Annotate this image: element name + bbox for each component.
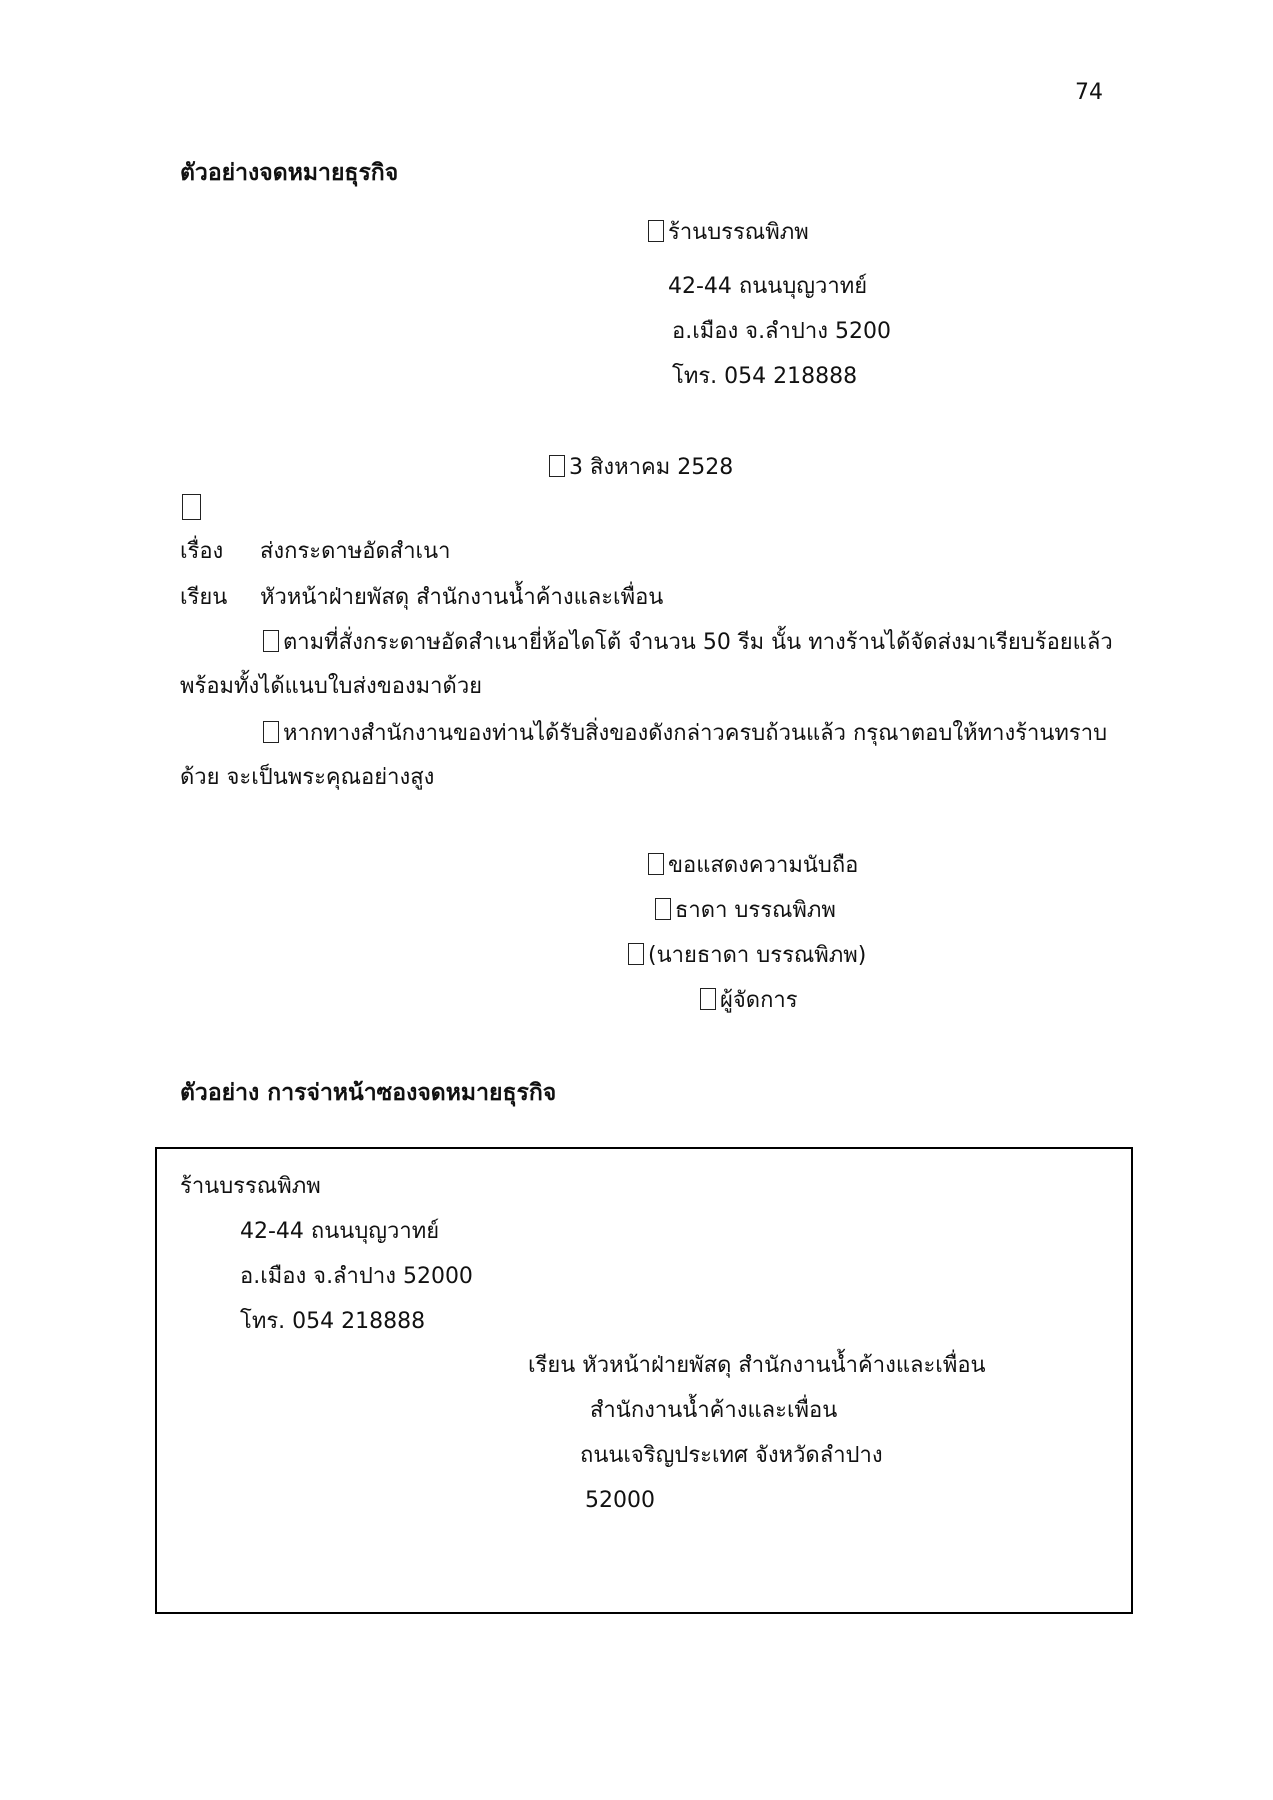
envelope-recipient-line-3: ถนนเจริญประเทศ จังหวัดลำปาง — [580, 1443, 883, 1468]
placeholder-box-icon — [263, 721, 279, 743]
envelope-sender-address-1: 42-44 ถนนบุญวาทย์ — [240, 1219, 440, 1244]
signature: ธาดา บรรณพิภพ — [655, 898, 836, 922]
signer-title: ผู้จัดการ — [700, 988, 798, 1012]
sender-address-1: 42-44 ถนนบุญวาทย์ — [668, 274, 868, 299]
placeholder-box-icon — [648, 853, 664, 875]
envelope-recipient-line-2: สำนักงานน้ำค้างและเพื่อน — [590, 1398, 838, 1423]
signer-name: (นายธาดา บรรณพิภพ) — [628, 943, 866, 967]
sender-address-2: อ.เมือง จ.ลำปาง 5200 — [672, 319, 891, 344]
subject-text: ส่งกระดาษอัดสำเนา — [260, 539, 451, 564]
paragraph-1-line-1: ตามที่สั่งกระดาษอัดสำเนายี่ห้อไดโต้ จำนวน 50 รีม นั้น ทางร้านได้จัดส่งมาเรียบร้อยแล้ว — [263, 630, 1113, 654]
envelope-heading: ตัวอย่าง การจ่าหน้าซองจดหมายธุรกิจ — [180, 1080, 557, 1106]
placeholder-box-icon — [648, 220, 664, 242]
sender-name: ร้านบรรณพิภพ — [648, 220, 809, 244]
envelope-frame — [155, 1147, 1133, 1614]
envelope-sender-name: ร้านบรรณพิภพ — [180, 1174, 321, 1199]
sender-phone: โทร. 054 218888 — [672, 364, 858, 389]
placeholder-box-icon — [263, 630, 279, 652]
placeholder-box-icon — [700, 988, 716, 1010]
placeholder-box-icon — [182, 494, 201, 520]
paragraph-1-line-2: พร้อมทั้งได้แนบใบส่งของมาด้วย — [180, 674, 483, 699]
placeholder-box-icon — [628, 943, 644, 965]
page-number: 74 — [1075, 80, 1103, 105]
closing: ขอแสดงความนับถือ — [648, 853, 858, 877]
placeholder-box-icon — [549, 455, 565, 477]
blank-line-marker — [182, 494, 205, 522]
subject-label: เรื่อง — [180, 539, 224, 564]
envelope-recipient-line-1: เรียน หัวหน้าฝ่ายพัสดุ สำนักงานน้ำค้างและเพื่อน — [528, 1353, 986, 1378]
paragraph-2-line-1: หากทางสำนักงานของท่านได้รับสิ่งของดังกล่าวครบถ้วนแล้ว กรุณาตอบให้ทางร้านทราบ — [263, 721, 1107, 745]
envelope-recipient-postcode: 52000 — [585, 1488, 655, 1513]
to-text: หัวหน้าฝ่ายพัสดุ สำนักงานน้ำค้างและเพื่อน — [260, 585, 664, 610]
to-label: เรียน — [180, 585, 228, 610]
letter-date: 3 สิงหาคม 2528 — [549, 455, 733, 479]
placeholder-box-icon — [655, 898, 671, 920]
paragraph-2-line-2: ด้วย จะเป็นพระคุณอย่างสูง — [180, 765, 435, 790]
envelope-sender-address-2: อ.เมือง จ.ลำปาง 52000 — [240, 1264, 473, 1289]
letter-heading: ตัวอย่างจดหมายธุรกิจ — [180, 160, 399, 186]
envelope-sender-phone: โทร. 054 218888 — [240, 1309, 426, 1334]
